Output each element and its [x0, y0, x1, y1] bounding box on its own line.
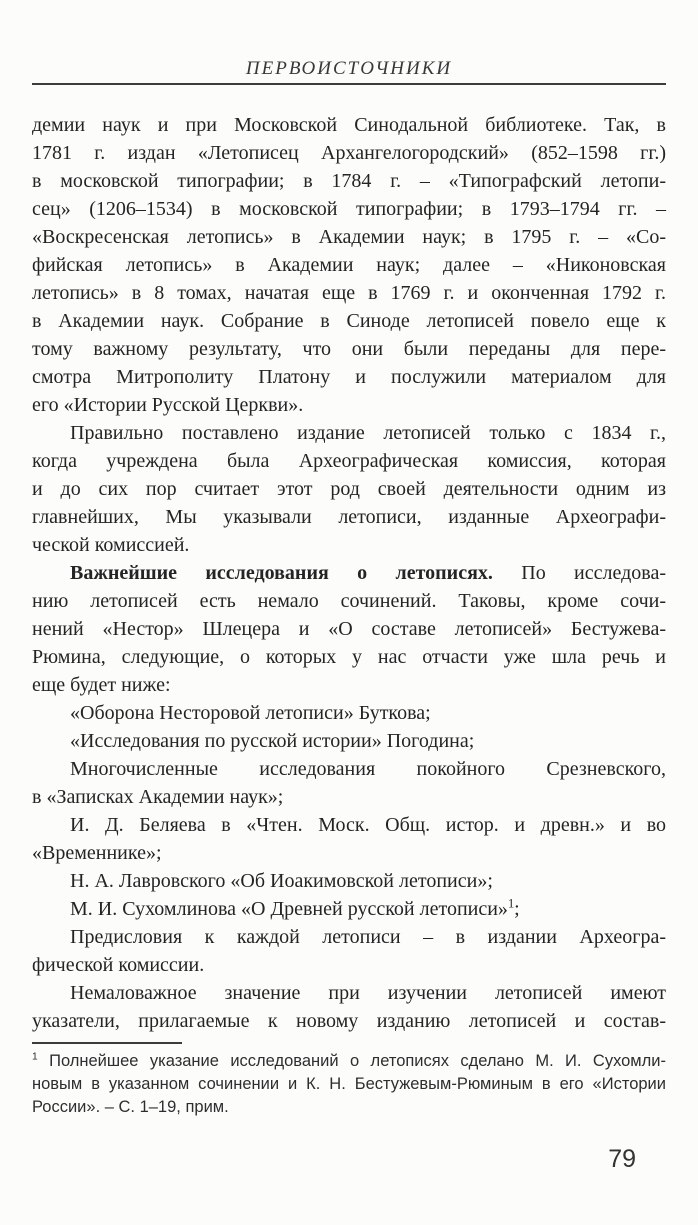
text-segment: фической комиссии.	[32, 954, 205, 976]
text-segment: Рюмина, следующие, о которых у нас отчасти уже шла речь и	[32, 646, 666, 668]
text-line	[32, 699, 666, 727]
text-line	[32, 419, 666, 447]
text-line	[32, 195, 666, 223]
text-line	[32, 335, 666, 363]
text-line	[32, 727, 666, 755]
page-number: 79	[608, 1145, 636, 1173]
text-line	[32, 1007, 666, 1035]
text-segment: ;	[514, 898, 520, 920]
text-segment: когда учреждена была Археографическая комиссия, которая	[32, 450, 666, 472]
text-segment: в «Записках Академии наук»;	[32, 786, 284, 808]
text-line	[32, 251, 666, 279]
text-line	[32, 1073, 666, 1096]
footnote-ref: 1	[32, 1051, 38, 1063]
text-line	[32, 111, 666, 139]
text-line	[32, 615, 666, 643]
paragraph	[32, 811, 666, 867]
text-line	[32, 783, 666, 811]
text-line	[32, 867, 666, 895]
text-segment: указатели, прилагаемые к новому изданию летописей и состав-	[32, 1010, 666, 1032]
paragraph	[32, 867, 666, 895]
text-line	[32, 671, 666, 699]
body-text	[32, 111, 666, 1035]
text-segment: ческой комиссией.	[32, 534, 190, 556]
text-line	[32, 1096, 666, 1119]
text-line	[32, 139, 666, 167]
text-line	[32, 895, 666, 923]
text-line	[32, 447, 666, 475]
text-line	[32, 531, 666, 559]
text-segment: Н. А. Лавровского «Об Иоакимовской летописи»;	[70, 870, 493, 892]
running-head: ПЕРВОИСТОЧНИКИ	[245, 58, 453, 79]
text-line	[32, 475, 666, 503]
text-segment: России». – С. 1–19, прим.	[32, 1098, 229, 1116]
text-segment: нений «Нестор» Шлецера и «О составе летописей» Бестужева-	[32, 618, 666, 640]
text-segment: Немаловажное значение при изучении летописей имеют	[70, 982, 666, 1004]
text-segment: фийская летопись» в Академии наук; далее – «Никоновская	[32, 254, 666, 276]
text-segment: «Временнике»;	[32, 842, 162, 864]
text-line	[32, 503, 666, 531]
text-segment: еще будет ниже:	[32, 674, 171, 696]
text-line	[32, 391, 666, 419]
text-line	[32, 279, 666, 307]
text-segment: Многочисленные исследования покойного Срезневского,	[70, 758, 666, 780]
text-line	[32, 811, 666, 839]
text-segment: в московской типографии; в 1784 г. – «Типографский летопи-	[32, 170, 666, 192]
text-line	[32, 755, 666, 783]
paragraph	[32, 727, 666, 755]
paragraph	[32, 895, 666, 923]
text-segment: Правильно поставлено издание летописей только с 1834 г.,	[70, 422, 666, 444]
text-segment: Важнейшие исследования о летописях.	[70, 562, 493, 584]
paragraph	[32, 111, 666, 419]
text-segment: смотра Митрополиту Платону и послужили материалом для	[32, 366, 666, 388]
text-segment: И. Д. Беляева в «Чтен. Моск. Общ. истор. и древн.» и во	[70, 814, 666, 836]
text-line	[32, 643, 666, 671]
text-segment: демии наук и при Московской Синодальной библиотеке. Так, в	[32, 114, 666, 136]
text-segment: 1781 г. издан «Летописец Архангелогородский» (852–1598 гг.)	[32, 142, 666, 164]
text-line	[32, 307, 666, 335]
paragraph	[32, 559, 666, 699]
footnote	[32, 1050, 666, 1119]
text-segment: его «Истории Русской Церкви».	[32, 394, 304, 416]
text-segment: нию летописей есть немало сочинений. Таковы, кроме сочи-	[32, 590, 666, 612]
text-segment: «Оборона Несторовой летописи» Буткова;	[70, 702, 431, 724]
text-segment: главнейших, Мы указывали летописи, изданные Археографи-	[32, 506, 666, 528]
paragraph	[32, 979, 666, 1035]
text-segment: сец» (1206–1534) в московской типографии; в 1793–1794 гг. –	[32, 198, 666, 220]
text-line	[32, 1050, 666, 1073]
text-line	[32, 923, 666, 951]
text-segment: и до сих пор считает этот род своей деятельности одним из	[32, 478, 666, 500]
text-line	[32, 587, 666, 615]
text-line	[32, 223, 666, 251]
text-segment: М. И. Сухомлинова «О Древней русской летописи»	[70, 898, 508, 920]
text-segment: По исследова-	[492, 562, 666, 584]
text-line	[32, 951, 666, 979]
paragraph	[32, 755, 666, 811]
header-divider	[32, 83, 666, 85]
paragraph	[32, 699, 666, 727]
text-line	[32, 363, 666, 391]
text-line	[32, 839, 666, 867]
text-segment: «Исследования по русской истории» Погодина;	[70, 730, 475, 752]
text-segment: Предисловия к каждой летописи – в издании Археогра-	[70, 926, 666, 948]
text-segment: Полнейшее указание исследований о летописях сделано М. И. Сухомли-	[37, 1052, 666, 1070]
text-segment: новым в указанном сочинении и К. Н. Бестужевым-Рюминым в его «Истории	[32, 1075, 666, 1093]
text-line	[32, 979, 666, 1007]
text-line	[32, 559, 666, 587]
paragraph	[32, 923, 666, 979]
text-segment: тому важному результату, что они были переданы для пере-	[32, 338, 666, 360]
text-segment: летопись» в 8 томах, начатая еще в 1769 г. и оконченная 1792 г.	[32, 282, 666, 304]
text-line	[32, 167, 666, 195]
footnote-ref: 1	[507, 896, 515, 911]
paragraph	[32, 1050, 666, 1119]
paragraph	[32, 419, 666, 559]
text-segment: в Академии наук. Собрание в Синоде летописей повело еще к	[32, 310, 666, 332]
footnote-divider	[32, 1042, 182, 1044]
text-segment: «Воскресенская летопись» в Академии наук; в 1795 г. – «Со-	[32, 226, 666, 248]
